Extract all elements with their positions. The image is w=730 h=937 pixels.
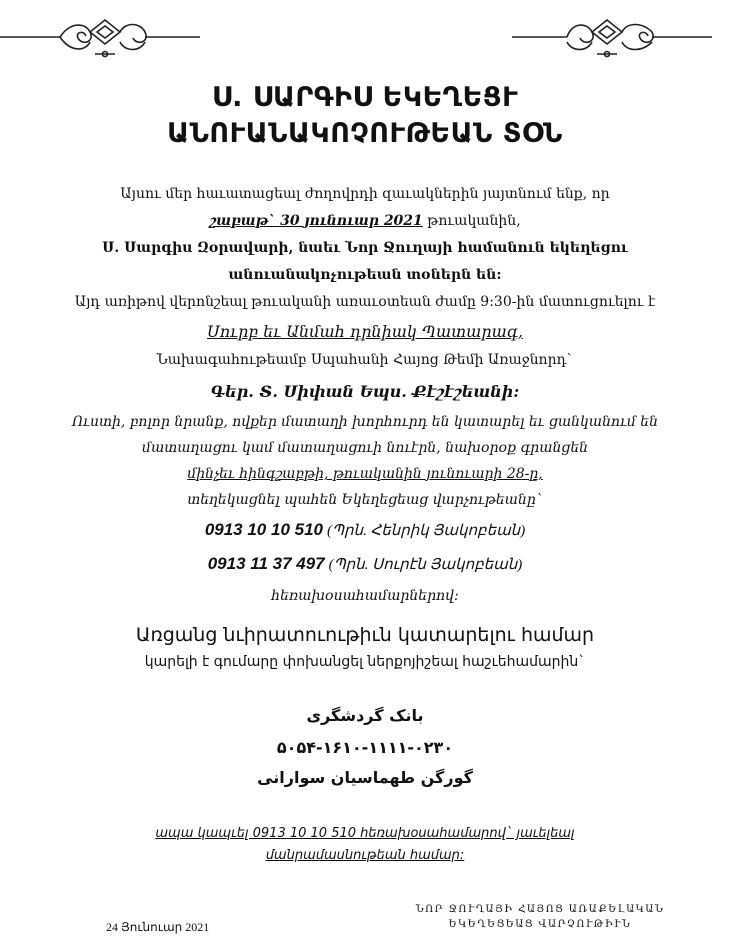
- bishop-name: Գեր. Տ. Սիփան Եպս. Քէշէշեանի:: [210, 382, 520, 401]
- phone-contact-1: (Պրն. Հենրիկ Յակոբեան): [326, 523, 526, 539]
- date-line: [0, 213, 730, 229]
- account-number: ۵۰۵۴-۱۶۱۰-۱۱۱۱-۰۲۳۰: [276, 738, 454, 757]
- phone-line-1: [0, 520, 730, 540]
- requiem-line-4: տեղեկացնել պահեն Եկեղեցեաց վարչութեանը`: [187, 492, 543, 508]
- mass-time: Այդ առիթով վերոնշեալ թուականի առաւօտեան ժամը 9:30-ին մատուցուելու է: [74, 294, 656, 310]
- contact-line-1: ապա կապւել 0913 10 10 510 հեռախօսահամարով` յաւելեալ: [155, 826, 575, 841]
- church-line: Ս. Սարգիս Զօրավարի, նաեւ Նոր Ջուղայի համանուն եկեղեցու: [102, 240, 628, 256]
- footer-date: 24 Յունուար 2021: [106, 920, 210, 934]
- heading-line-1: Ս. ՍԱՐԳԻՍ ԵԿԵՂԵՑՒ: [211, 82, 519, 113]
- event-date: շաբաթ` 30 յունուար 2021: [209, 213, 423, 229]
- phone-contact-2: (Պրն. Սուրէն Յակոբեան): [328, 557, 523, 573]
- date-suffix: թուականին,: [422, 213, 521, 229]
- left-ornament: [0, 12, 200, 62]
- contact-line-2: մանրամասնութեան համար:: [265, 848, 465, 863]
- donation-subtitle: կարելի է գումարը փոխանցել ներքոյիշեալ հաշւեհամարին`: [144, 654, 586, 670]
- presided-by: Նախագահութեամբ Սպահանի Հայոց Թեմի Առաջնորդ`: [156, 352, 574, 368]
- feast-line: անուանակոչութեան տօներն են:: [228, 267, 502, 283]
- intro-text: Այսու մեր հաւատացեալ ժողովրդի զաւակներին յայտնում ենք, որ: [120, 186, 610, 202]
- phone-number-2: 0913 11 37 497: [207, 554, 325, 573]
- phones-suffix: հեռախօսահամարներով:: [271, 588, 459, 604]
- account-holder: گورگن طهماسیان سوارانی: [257, 768, 473, 787]
- heading-line-2: ԱՆՈՒԱՆԱԿՈՉՈՒԹԵԱՆ ՏՕՆ: [167, 118, 563, 149]
- requiem-deadline: մինչեւ հինգշաբթի, թուականին յունուարի 28-ը,: [187, 466, 543, 482]
- right-ornament: [512, 12, 712, 62]
- liturgy-name: Սուրբ եւ Անմահ դրնիակ Պատարագ,: [207, 322, 523, 341]
- footer-org-line-1: ՆՈՐ ՋՈՒՂԱՅԻ ՀԱՅՈՑ ԱՌԱՔԵԼԱԿԱՆ: [415, 904, 665, 915]
- requiem-line-2: մատաղացու կամ մատաղացուի նուէրն, նախօրօք գրանցեն: [141, 440, 589, 456]
- donation-title: Առցանց նւիրատուութիւն կատարելու համար: [135, 624, 595, 646]
- footer-org-line-2: ԵԿԵՂԵՑԵԱՑ ՎԱՐՉՈՒԹԻՒՆ: [448, 919, 632, 930]
- requiem-line-1: Ուստի, բոլոր նրանք, ովքեր մատաղի խորհուրդ են կատարել եւ ցանկանում են: [72, 414, 658, 430]
- bank-name: بانک گردشگری: [306, 706, 424, 725]
- phone-line-2: [0, 554, 730, 574]
- phone-number-1: 0913 10 10 510: [204, 520, 323, 539]
